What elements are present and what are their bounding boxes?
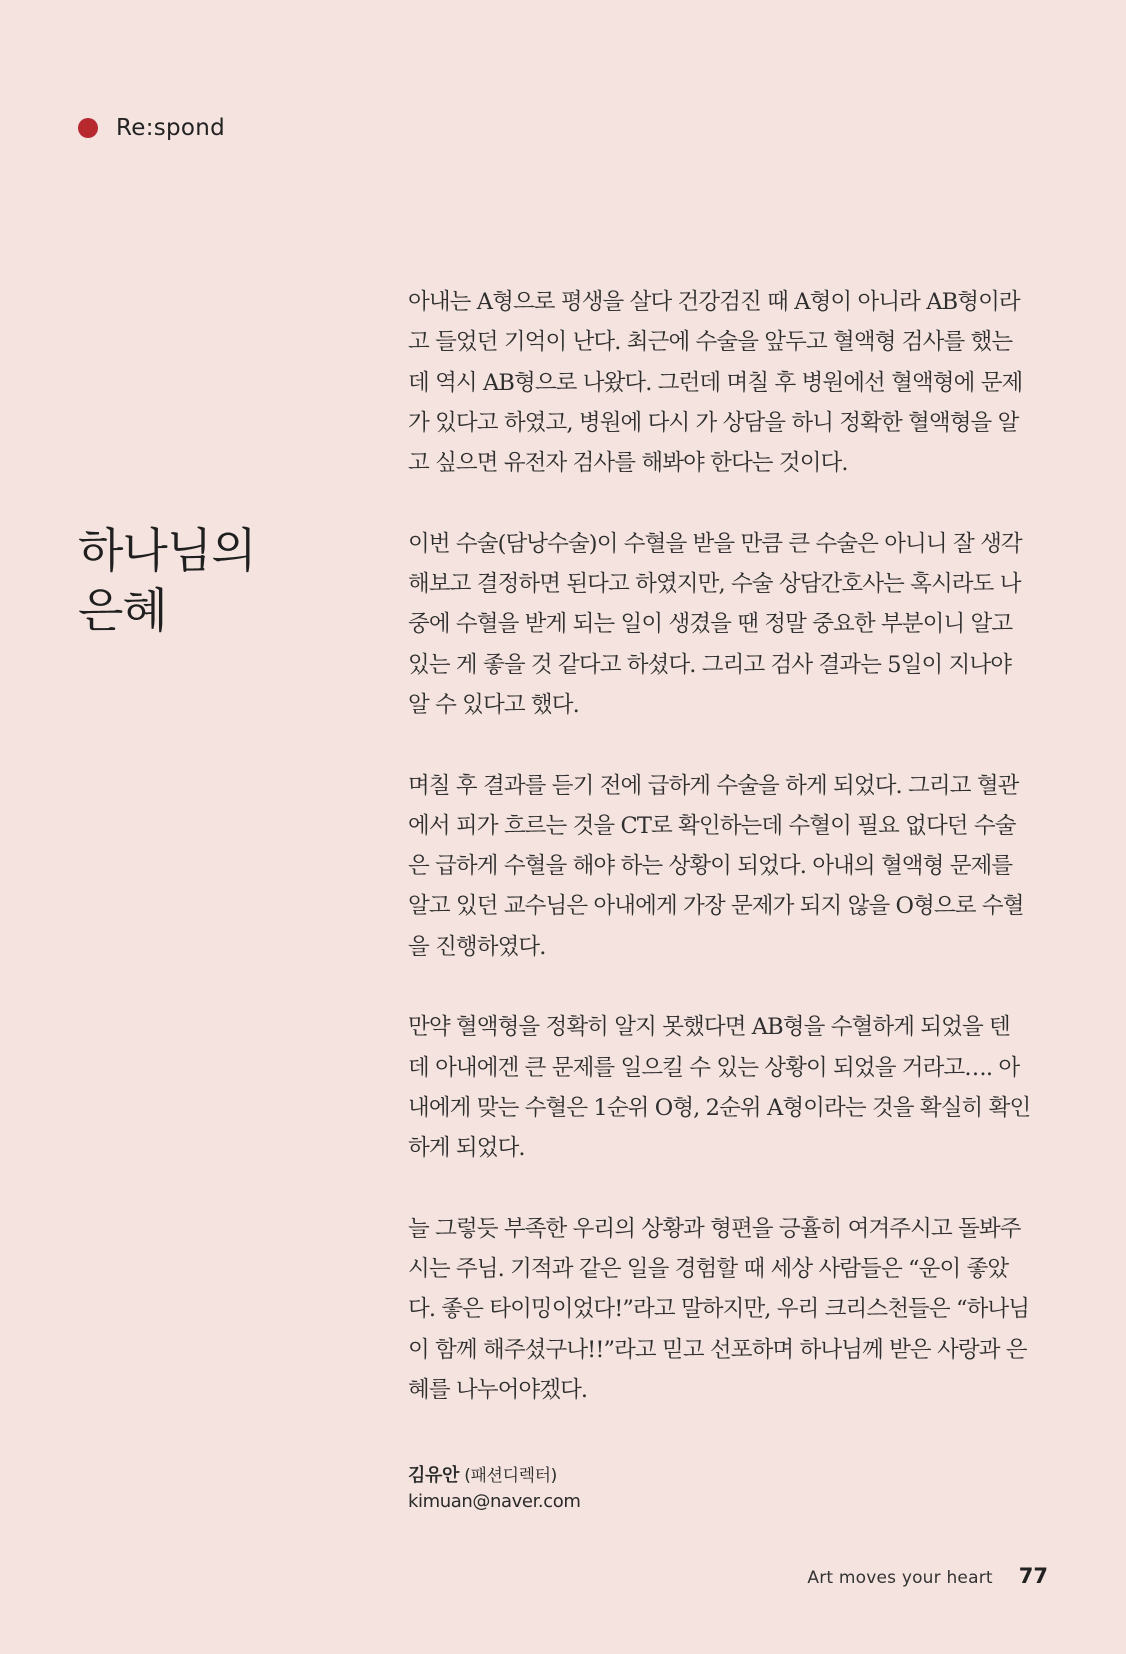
paragraph-line: 해보고 결정하면 된다고 하였지만, 수술 상담간호사는 혹시라도 나 <box>408 571 1021 598</box>
article-title-line: 은혜 <box>78 584 167 639</box>
paragraph-line: 데 아내에겐 큰 문제를 일으킬 수 있는 상황이 되었을 거라고…. 아 <box>408 1054 1020 1081</box>
paragraph-line: 고 싶으면 유전자 검사를 해봐야 한다는 것이다. <box>408 450 848 477</box>
paragraph-line: 에서 피가 흐르는 것을 CT로 확인하는데 수혈이 필요 없다던 수술 <box>408 812 1016 839</box>
paragraph-line: 가 있다고 하였고, 병원에 다시 가 상담을 하니 정확한 혈액형을 알 <box>408 409 1019 436</box>
section-dot-icon <box>78 118 98 138</box>
article-paragraph <box>408 524 1048 725</box>
author-name: 김유안 <box>408 1465 459 1486</box>
paragraph-line: 을 진행하였다. <box>408 933 546 960</box>
author-email: kimuan@naver.com <box>408 1491 581 1512</box>
article-paragraph <box>408 1209 1048 1410</box>
paragraph-line: 아내는 A형으로 평생을 살다 건강검진 때 A형이 아니라 AB형이라 <box>408 289 1020 315</box>
paragraph-line: 시는 주님. 기적과 같은 일을 경험할 때 세상 사람들은 “운이 좋았 <box>408 1256 1009 1283</box>
section-tag <box>78 112 225 144</box>
paragraph-line: 있는 게 좋을 것 같다고 하셨다. 그리고 검사 결과는 5일이 지나야 <box>408 651 1012 678</box>
paragraph-line: 이번 수술(담낭수술)이 수혈을 받을 만큼 큰 수술은 아니니 잘 생각 <box>408 530 1022 557</box>
article-title-line: 하나님의 <box>78 524 256 579</box>
author-block <box>408 1463 580 1515</box>
author-line <box>408 1463 580 1489</box>
article-paragraph <box>408 1007 1048 1168</box>
article-body <box>408 282 1048 1451</box>
paragraph-line: 혜를 나누어야겠다. <box>408 1377 588 1404</box>
paragraph-line: 알 수 있다고 했다. <box>408 691 579 718</box>
paragraph-line: 다. 좋은 타이밍이었다!”라고 말하지만, 우리 크리스천들은 “하나님 <box>408 1296 1030 1323</box>
article-paragraph <box>408 282 1048 483</box>
page-number: 77 <box>1018 1564 1048 1588</box>
paragraph-line: 하게 되었다. <box>408 1135 525 1162</box>
paragraph-line: 며칠 후 결과를 듣기 전에 급하게 수술을 하게 되었다. 그리고 혈관 <box>408 772 1019 799</box>
paragraph-line: 중에 수혈을 받게 되는 일이 생겼을 땐 정말 중요한 부분이니 알고 <box>408 611 1013 638</box>
paragraph-line: 만약 혈액형을 정확히 알지 못했다면 AB형을 수혈하게 되었을 텐 <box>408 1014 1010 1041</box>
paragraph-line: 은 급하게 수혈을 해야 하는 상황이 되었다. 아내의 혈액형 문제를 <box>408 853 1013 880</box>
article-paragraph <box>408 766 1048 967</box>
page-footer <box>807 1564 1048 1588</box>
footer-tagline: Art moves your heart <box>807 1568 993 1588</box>
paragraph-line: 고 들었던 기억이 난다. 최근에 수술을 앞두고 혈액형 검사를 했는 <box>408 329 1013 356</box>
section-label: Re:spond <box>116 115 226 141</box>
paragraph-line: 알고 있던 교수님은 아내에게 가장 문제가 되지 않을 O형으로 수혈 <box>408 893 1024 920</box>
paragraph-line: 늘 그렇듯 부족한 우리의 상황과 형편을 긍휼히 여겨주시고 돌봐주 <box>408 1215 1021 1242</box>
author-role: (패션디렉터) <box>464 1466 557 1486</box>
paragraph-line: 내에게 맞는 수혈은 1순위 O형, 2순위 A형이라는 것을 확실히 확인 <box>408 1094 1031 1121</box>
paragraph-line: 이 함께 해주셨구나!!”라고 믿고 선포하며 하나님께 받은 사랑과 은 <box>408 1336 1027 1363</box>
paragraph-line: 데 역시 AB형으로 나왔다. 그런데 며칠 후 병원에선 혈액형에 문제 <box>408 369 1023 396</box>
article-title <box>78 522 256 642</box>
